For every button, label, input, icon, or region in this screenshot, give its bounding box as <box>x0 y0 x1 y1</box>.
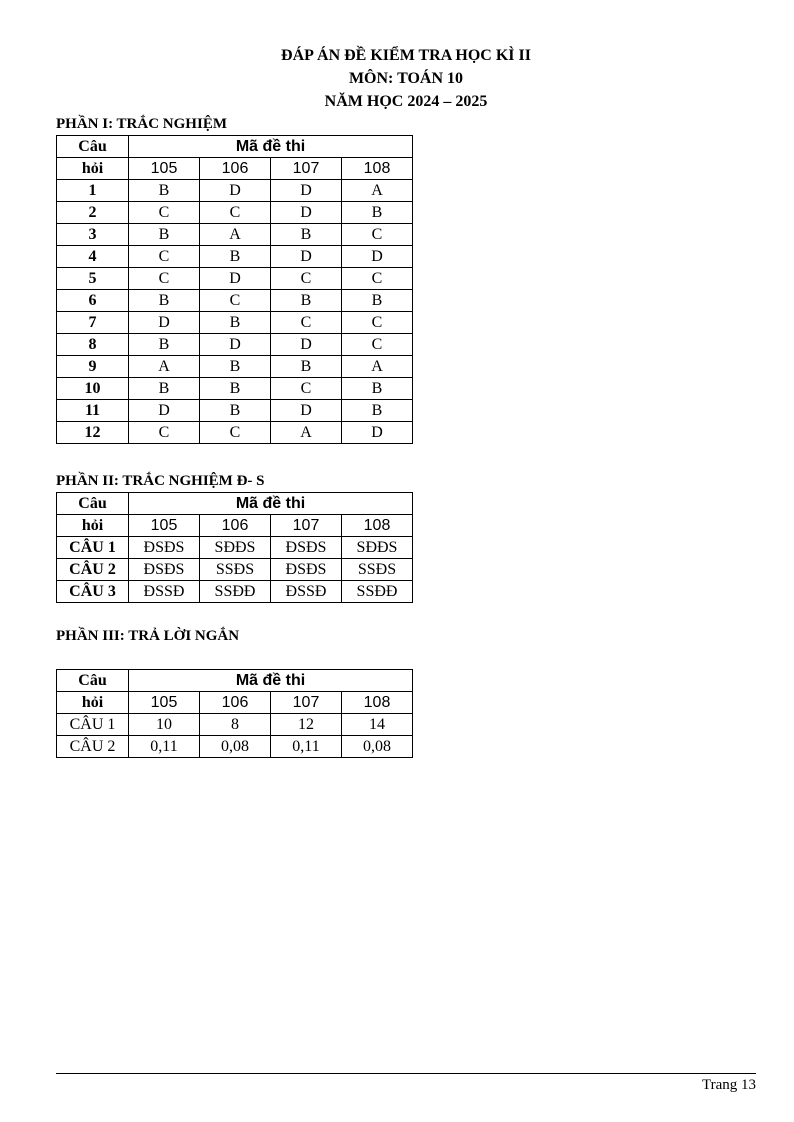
table-row <box>57 202 413 224</box>
answer-cell: C <box>129 246 200 268</box>
question-number: 11 <box>57 400 129 422</box>
answer-cell: D <box>271 180 342 202</box>
header-cau: Câu <box>57 670 129 692</box>
answer-cell: B <box>129 334 200 356</box>
answer-cell: B <box>271 356 342 378</box>
document-title <box>0 44 794 113</box>
answer-cell: D <box>200 334 271 356</box>
answer-cell: 10 <box>129 714 200 736</box>
page-number: Trang 13 <box>701 1077 756 1093</box>
title-line-1: ĐÁP ÁN ĐỀ KIỂM TRA HỌC KÌ II <box>281 47 531 64</box>
table-row <box>57 400 413 422</box>
answer-cell: A <box>271 422 342 444</box>
answer-cell: C <box>129 422 200 444</box>
table-row <box>57 537 413 559</box>
answer-cell: ĐSĐS <box>271 559 342 581</box>
part1-title: PHẦN I: TRẮC NGHIỆM <box>56 116 227 132</box>
answer-cell: D <box>129 312 200 334</box>
header-ma-de-thi: Mã đề thi <box>129 493 413 515</box>
answer-cell: C <box>342 334 413 356</box>
answer-cell: D <box>271 400 342 422</box>
answer-cell: 0,08 <box>342 736 413 758</box>
answer-cell: C <box>342 224 413 246</box>
answer-cell: B <box>200 246 271 268</box>
answer-cell: B <box>129 224 200 246</box>
answer-cell: SSĐS <box>200 559 271 581</box>
table-row <box>57 378 413 400</box>
code-cell: 108 <box>342 515 413 537</box>
header-ma-de-thi: Mã đề thi <box>129 136 413 158</box>
answer-cell: C <box>129 202 200 224</box>
table-row <box>57 559 413 581</box>
table-row <box>57 224 413 246</box>
question-number: CÂU 1 <box>57 714 129 736</box>
code-cell: 106 <box>200 692 271 714</box>
answer-cell: C <box>342 312 413 334</box>
answer-cell: C <box>200 290 271 312</box>
table-row <box>57 736 413 758</box>
answer-cell: C <box>271 378 342 400</box>
part2-title: PHẦN II: TRẮC NGHIỆM Đ- S <box>56 473 265 489</box>
part2-rows <box>57 537 413 603</box>
part2-table <box>56 492 413 603</box>
question-number: CÂU 3 <box>57 581 129 603</box>
part3-table <box>56 669 413 758</box>
table-row <box>57 581 413 603</box>
code-cell: 106 <box>200 515 271 537</box>
code-cell: 106 <box>200 158 271 180</box>
header-cau: Câu <box>57 493 129 515</box>
header-cau: Câu <box>57 136 129 158</box>
answer-cell: SSĐS <box>342 559 413 581</box>
answer-cell: B <box>342 202 413 224</box>
answer-cell: D <box>342 422 413 444</box>
answer-cell: 8 <box>200 714 271 736</box>
answer-cell: D <box>200 268 271 290</box>
answer-cell: 0,11 <box>271 736 342 758</box>
answer-cell: C <box>271 312 342 334</box>
answer-cell: SSĐĐ <box>342 581 413 603</box>
part3-rows <box>57 714 413 758</box>
question-number: 7 <box>57 312 129 334</box>
answer-cell: ĐSĐS <box>129 537 200 559</box>
answer-cell: D <box>129 400 200 422</box>
answer-cell: SĐĐS <box>200 537 271 559</box>
code-cell: 107 <box>271 692 342 714</box>
answer-cell: D <box>271 246 342 268</box>
question-number: 2 <box>57 202 129 224</box>
header-ma-de-thi: Mã đề thi <box>129 670 413 692</box>
answer-cell: B <box>200 356 271 378</box>
part3-title: PHẦN III: TRẢ LỜI NGẮN <box>56 628 240 644</box>
answer-cell: B <box>129 290 200 312</box>
code-cell: 105 <box>129 515 200 537</box>
code-cell: 108 <box>342 692 413 714</box>
answer-cell: 0,08 <box>200 736 271 758</box>
answer-cell: ĐSSĐ <box>271 581 342 603</box>
code-cell: 108 <box>342 158 413 180</box>
answer-cell: B <box>342 400 413 422</box>
answer-cell: D <box>271 334 342 356</box>
answer-cell: ĐSĐS <box>271 537 342 559</box>
code-cell: 105 <box>129 692 200 714</box>
table-row <box>57 268 413 290</box>
question-number: 5 <box>57 268 129 290</box>
question-number: CÂU 1 <box>57 537 129 559</box>
question-number: 8 <box>57 334 129 356</box>
answer-cell: D <box>342 246 413 268</box>
answer-cell: ĐSSĐ <box>129 581 200 603</box>
answer-cell: B <box>200 312 271 334</box>
answer-cell: B <box>200 378 271 400</box>
question-number: 4 <box>57 246 129 268</box>
part1-rows <box>57 180 413 444</box>
answer-cell: C <box>200 202 271 224</box>
question-number: CÂU 2 <box>57 736 129 758</box>
answer-cell: B <box>200 400 271 422</box>
answer-cell: B <box>342 378 413 400</box>
answer-cell: C <box>342 268 413 290</box>
answer-cell: SĐĐS <box>342 537 413 559</box>
answer-cell: B <box>129 378 200 400</box>
answer-cell: D <box>200 180 271 202</box>
answer-cell: ĐSĐS <box>129 559 200 581</box>
answer-cell: C <box>271 268 342 290</box>
code-cell: 107 <box>271 158 342 180</box>
table-row <box>57 290 413 312</box>
title-line-2: MÔN: TOÁN 10 <box>348 70 464 87</box>
footer-divider <box>56 1073 756 1074</box>
answer-cell: 14 <box>342 714 413 736</box>
answer-cell: 12 <box>271 714 342 736</box>
answer-cell: C <box>200 422 271 444</box>
answer-cell: C <box>129 268 200 290</box>
question-number: 12 <box>57 422 129 444</box>
code-cell: 107 <box>271 515 342 537</box>
table-row <box>57 356 413 378</box>
answer-cell: A <box>129 356 200 378</box>
question-number: 10 <box>57 378 129 400</box>
question-number: 3 <box>57 224 129 246</box>
code-cell: 105 <box>129 158 200 180</box>
answer-cell: SSĐĐ <box>200 581 271 603</box>
answer-cell: 0,11 <box>129 736 200 758</box>
answer-cell: A <box>342 180 413 202</box>
question-number: 6 <box>57 290 129 312</box>
answer-cell: B <box>271 224 342 246</box>
answer-cell: D <box>271 202 342 224</box>
table-row <box>57 180 413 202</box>
part1-table <box>56 135 413 444</box>
question-number: 1 <box>57 180 129 202</box>
table-row <box>57 312 413 334</box>
answer-cell: A <box>200 224 271 246</box>
header-hoi: hỏi <box>57 158 129 180</box>
question-number: 9 <box>57 356 129 378</box>
table-row <box>57 334 413 356</box>
header-hoi: hỏi <box>57 692 129 714</box>
question-number: CÂU 2 <box>57 559 129 581</box>
title-line-3: NĂM HỌC 2024 – 2025 <box>324 93 488 110</box>
answer-cell: B <box>271 290 342 312</box>
table-row <box>57 714 413 736</box>
table-row <box>57 246 413 268</box>
header-hoi: hỏi <box>57 515 129 537</box>
table-row <box>57 422 413 444</box>
answer-cell: A <box>342 356 413 378</box>
answer-cell: B <box>342 290 413 312</box>
answer-cell: B <box>129 180 200 202</box>
